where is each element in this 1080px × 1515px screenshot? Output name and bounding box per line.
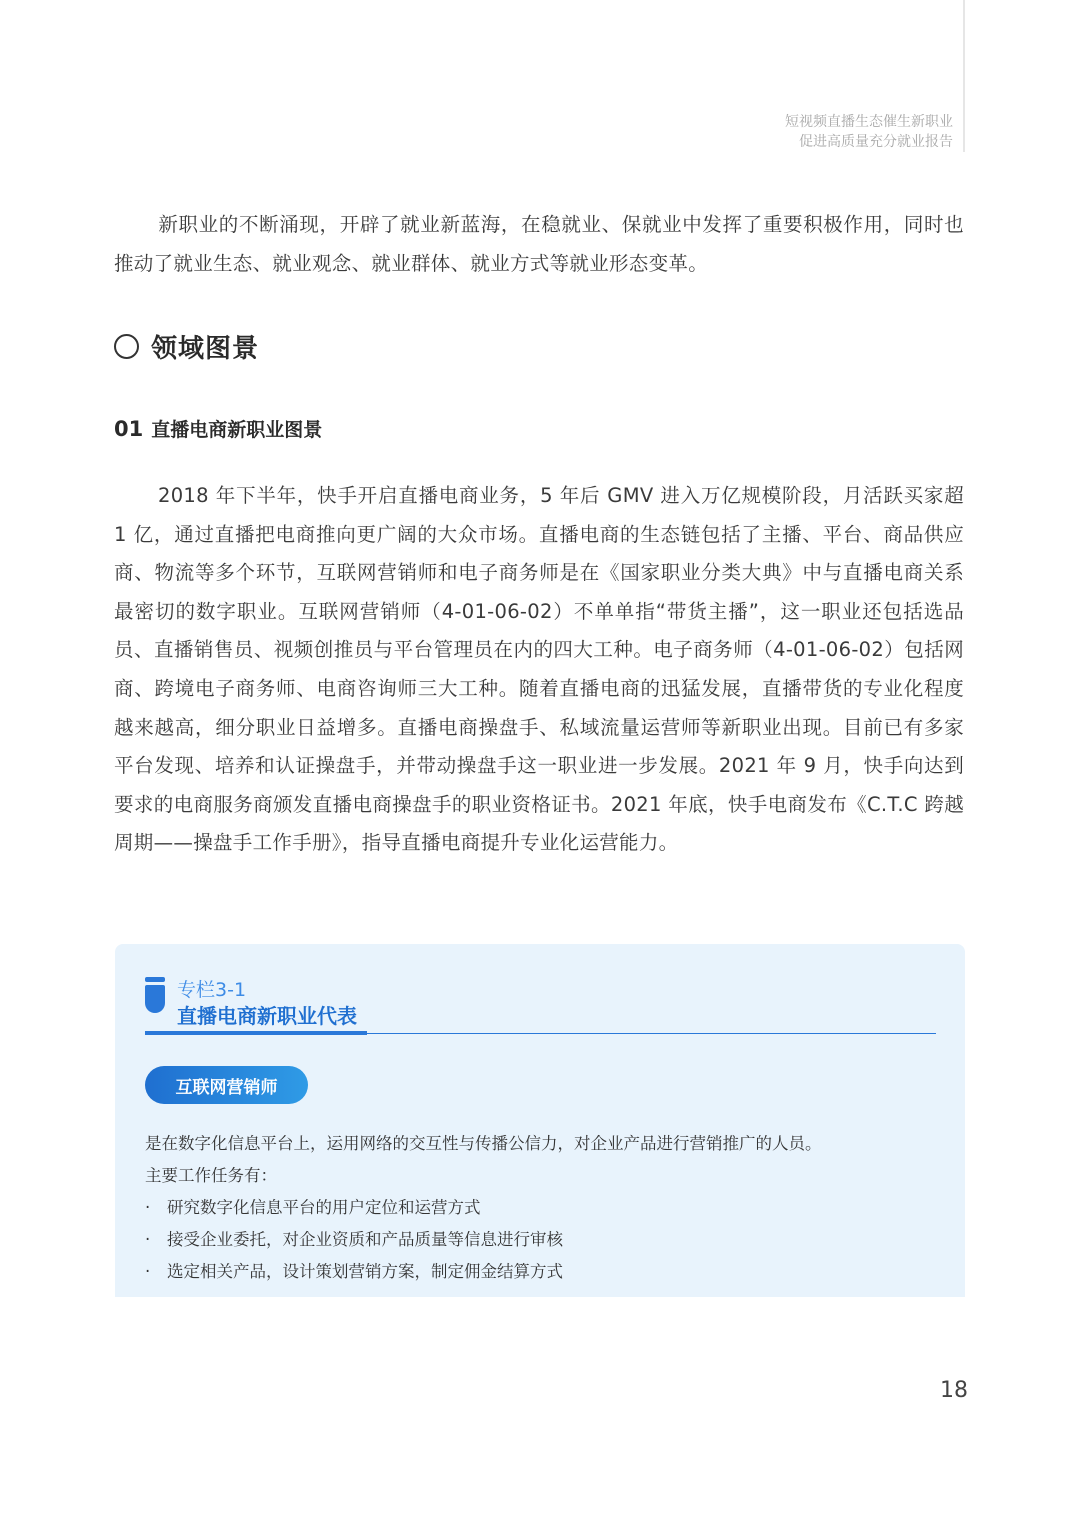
running-header-line2: 促进高质量充分就业报告: [799, 134, 953, 150]
bookmark-icon: [145, 977, 165, 1021]
subsection-heading: [114, 415, 322, 442]
bullet-icon: ·: [145, 1198, 151, 1217]
bullet-icon: ·: [145, 1262, 151, 1281]
sidebar-box: [115, 944, 965, 1297]
section-heading-text: 领域图景: [151, 333, 260, 364]
task-item: [145, 1258, 563, 1282]
task-item: [145, 1194, 481, 1218]
task-item-text: 选定相关产品，设计策划营销方案，制定佣金结算方式: [167, 1262, 563, 1281]
occupation-description: 是在数字化信息平台上，运用网络的交互性与传播公信力，对企业产品进行营销推广的人员。: [145, 1134, 822, 1153]
box-divider-accent: [145, 1031, 367, 1035]
occupation-pill: 互联网营销师: [145, 1066, 308, 1104]
task-item-text: 研究数字化信息平台的用户定位和运营方式: [167, 1198, 481, 1217]
running-header-line1: 短视频直播生态催生新职业: [785, 114, 953, 130]
circle-icon: [114, 334, 139, 359]
subsection-title: 直播电商新职业图景: [151, 419, 323, 441]
subsection-number: 01: [114, 417, 144, 441]
intro-paragraph: [114, 206, 964, 283]
tasks-heading: 主要工作任务有：: [145, 1166, 277, 1185]
bullet-icon: ·: [145, 1230, 151, 1249]
box-title: 直播电商新职业代表: [177, 1004, 357, 1028]
running-header: [785, 112, 953, 152]
body-paragraph-text: 2018 年下半年，快手开启直播电商业务，5 年后 GMV 进入万亿规模阶段，月活跃买家超 1 亿，通过直播把电商推向更广阔的大众市场。直播电商的生态链包括了主播、平台、商品供应商、物流等多个环节，互联网营销师和电子商务师是在《国家职业分类大典》中与直播电商关系最密切的数字职业。互联网营销师（4-01-06-02）不单单指“带货主播”，这一职业还包括选品员、直播销售员、视频创推员与平台管理员在内的四大工种。电子商务师（4-01-06-02）包括网商、跨境电子商务师、电商咨询师三大工种。随着直播电商的迅猛发展，直播带货的专业化程度越来越高，细分职业日益增多。直播电商操盘手、私域流量运营师等新职业出现。目前已有多家平台发现、培养和认证操盘手，并带动操盘手这一职业进一步发展。2021 年 9 月，快手向达到要求的电商服务商颁发直播电商操盘手的职业资格证书。2021 年底，快手电商发布《C.T.C 跨越周期——操盘手工作手册》，指导直播电商提升专业化运营能力。: [114, 484, 964, 855]
intro-paragraph-text: 新职业的不断涌现，开辟了就业新蓝海，在稳就业、保就业中发挥了重要积极作用，同时也推动了就业生态、就业观念、就业群体、就业方式等就业形态变革。: [114, 213, 964, 275]
task-item: [145, 1226, 563, 1250]
body-paragraph: [114, 477, 964, 863]
header-divider-line: [963, 0, 965, 152]
page-number: 18: [940, 1378, 968, 1403]
box-label: 专栏3-1: [177, 979, 247, 1001]
section-heading: [114, 328, 259, 364]
task-item-text: 接受企业委托，对企业资质和产品质量等信息进行审核: [167, 1230, 563, 1249]
